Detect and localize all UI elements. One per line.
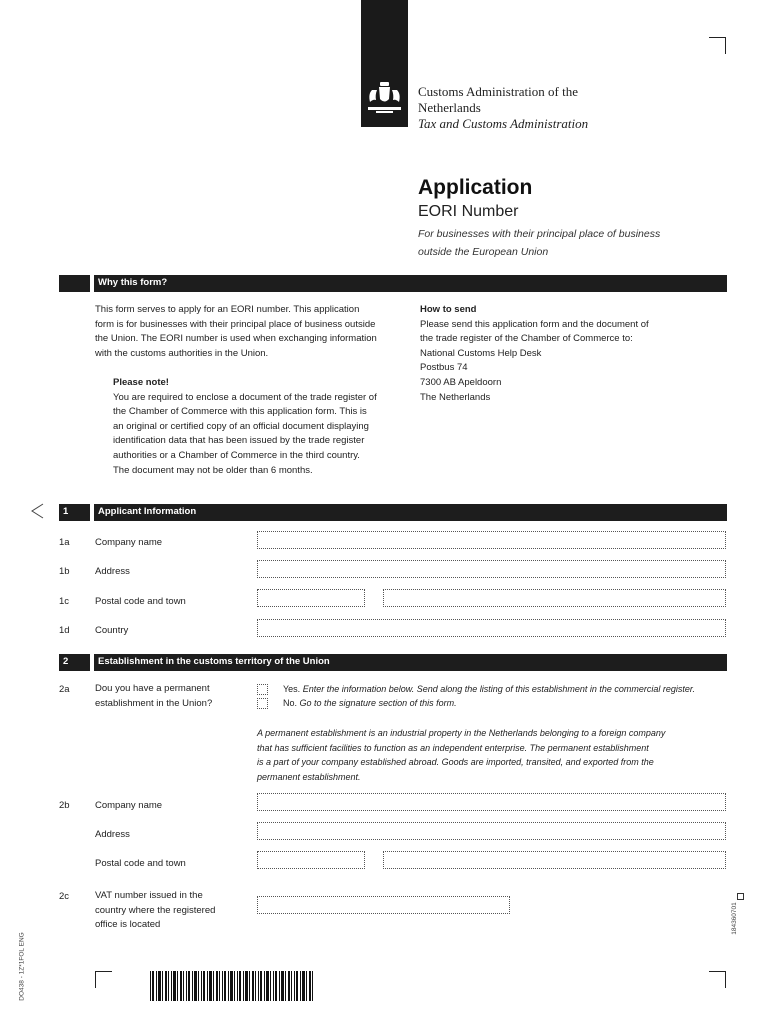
form-lead (418, 225, 678, 261)
crop-mark-bottom-right (709, 971, 726, 988)
send-line: 7300 AB Apeldoorn (420, 376, 502, 388)
form-subtitle: EORI Number (418, 203, 519, 220)
definition-line: A permanent establishment is an industrial property in the Netherlands belonging to a foreign company (257, 728, 666, 738)
no-option (283, 698, 457, 708)
bar-separator (90, 504, 94, 521)
establishment-company-name-input[interactable] (257, 793, 726, 811)
field-code: 2b (59, 800, 70, 811)
org-line-1: Customs Administration of the (418, 84, 578, 99)
crop-mark-bottom-left (95, 971, 112, 988)
bar-separator (90, 654, 94, 671)
definition-line: that has sufficient facilities to function as an independent enterprise. The permanent establishment (257, 742, 649, 753)
field-label: Postal code and town (95, 858, 186, 869)
para-line: This form serves to apply for an EORI number. This application (95, 304, 360, 315)
section-1-bar (59, 504, 727, 521)
form-title: Application (418, 176, 533, 199)
note-line: You are required to enclose a document of the trade register of (113, 391, 377, 403)
field-label: Company name (95, 537, 163, 548)
crest-icon (364, 80, 405, 116)
definition-line: is a part of your company established abroad. Goods are imported, transited, and exported from the (257, 757, 654, 768)
question-line: office is located (95, 919, 161, 931)
section-number: 2 (63, 656, 69, 667)
marker-square (737, 893, 744, 900)
field-code: 1a (59, 537, 70, 548)
section-heading: Applicant Information (98, 506, 197, 517)
crop-mark-top-right (709, 37, 726, 54)
vat-number-input[interactable] (257, 896, 510, 914)
yes-text: Enter the information below. Send along the listing of this establishment in the commercial register. (300, 684, 696, 694)
question-line: VAT number issued in the (95, 890, 203, 901)
no-checkbox[interactable] (257, 698, 268, 709)
permanent-establishment-definition (257, 726, 727, 784)
send-line: National Customs Help Desk (420, 347, 542, 359)
send-line: The Netherlands (420, 391, 491, 403)
question-line: country where the registered (95, 904, 216, 916)
establishment-town-input[interactable] (383, 851, 726, 869)
yes-option (283, 684, 695, 694)
field-code: 2a (59, 684, 70, 695)
note-line: identification data that has been issued by the trade register (113, 435, 365, 447)
logo-ribbon (361, 0, 408, 127)
why-paragraph (95, 303, 405, 361)
note-line: an original or certified copy of an official document displaying (113, 420, 369, 432)
field-label: Company name (95, 800, 163, 811)
organisation-name (418, 84, 588, 132)
postal-code-input[interactable] (257, 589, 365, 607)
country-input[interactable] (257, 619, 726, 637)
send-title: How to send (420, 304, 477, 315)
no-label: No. (283, 698, 298, 708)
question-2c (95, 889, 215, 933)
field-code: 1d (59, 625, 70, 636)
form-code: DO438 - 1Z*1FOL ENG (18, 932, 26, 1001)
send-line: the trade register of the Chamber of Commerce to: (420, 333, 633, 345)
no-text: Go to the signature section of this form. (297, 698, 457, 708)
field-label: Address (95, 829, 130, 840)
field-code: 1b (59, 566, 70, 577)
company-name-input[interactable] (257, 531, 726, 549)
establishment-postal-code-input[interactable] (257, 851, 365, 869)
note-line: the Chamber of Commerce with this application form. This is (113, 406, 367, 418)
barcode-icon (150, 971, 314, 1001)
note-line: authorities or a Chamber of Commerce in the third country. (113, 449, 360, 461)
field-code: 2c (59, 891, 70, 902)
question-2a (95, 682, 212, 711)
field-code: 1c (59, 596, 70, 607)
para-line: form is for businesses with their principal place of business outside (95, 318, 376, 330)
definition-line: permanent establishment. (257, 771, 361, 782)
document-number: 184360701 (730, 902, 738, 935)
lead-line: outside the European Union (418, 246, 549, 258)
section-number: 1 (63, 506, 69, 517)
how-to-send-block (420, 303, 720, 405)
question-line: establishment in the Union? (95, 697, 213, 709)
why-section-bar (59, 275, 727, 292)
note-title: Please note! (113, 377, 169, 388)
field-label: Country (95, 625, 129, 636)
establishment-address-input[interactable] (257, 822, 726, 840)
note-block (113, 376, 413, 478)
field-label: Postal code and town (95, 596, 186, 607)
lead-line: For businesses with their principal place of business (418, 228, 661, 240)
org-department: Tax and Customs Administration (418, 116, 589, 131)
org-line-2: Netherlands (418, 100, 481, 115)
para-line: the Union. The EORI number is used when exchanging information (95, 333, 377, 345)
para-line: with the customs authorities in the Union. (95, 347, 269, 359)
fold-mark-icon (30, 503, 44, 519)
yes-label: Yes. (283, 684, 301, 694)
send-line: Please send this application form and the document of (420, 318, 649, 330)
send-line: Postbus 74 (420, 362, 468, 374)
question-line: Dou you have a permanent (95, 683, 210, 694)
section-heading: Establishment in the customs territory of the Union (98, 656, 330, 667)
field-label: Address (95, 566, 130, 577)
town-input[interactable] (383, 589, 726, 607)
why-heading: Why this form? (98, 277, 168, 288)
bar-separator (90, 275, 94, 292)
note-line: The document may not be older than 6 months. (113, 464, 313, 476)
address-input[interactable] (257, 560, 726, 578)
yes-checkbox[interactable] (257, 684, 268, 695)
section-2-bar (59, 654, 727, 671)
